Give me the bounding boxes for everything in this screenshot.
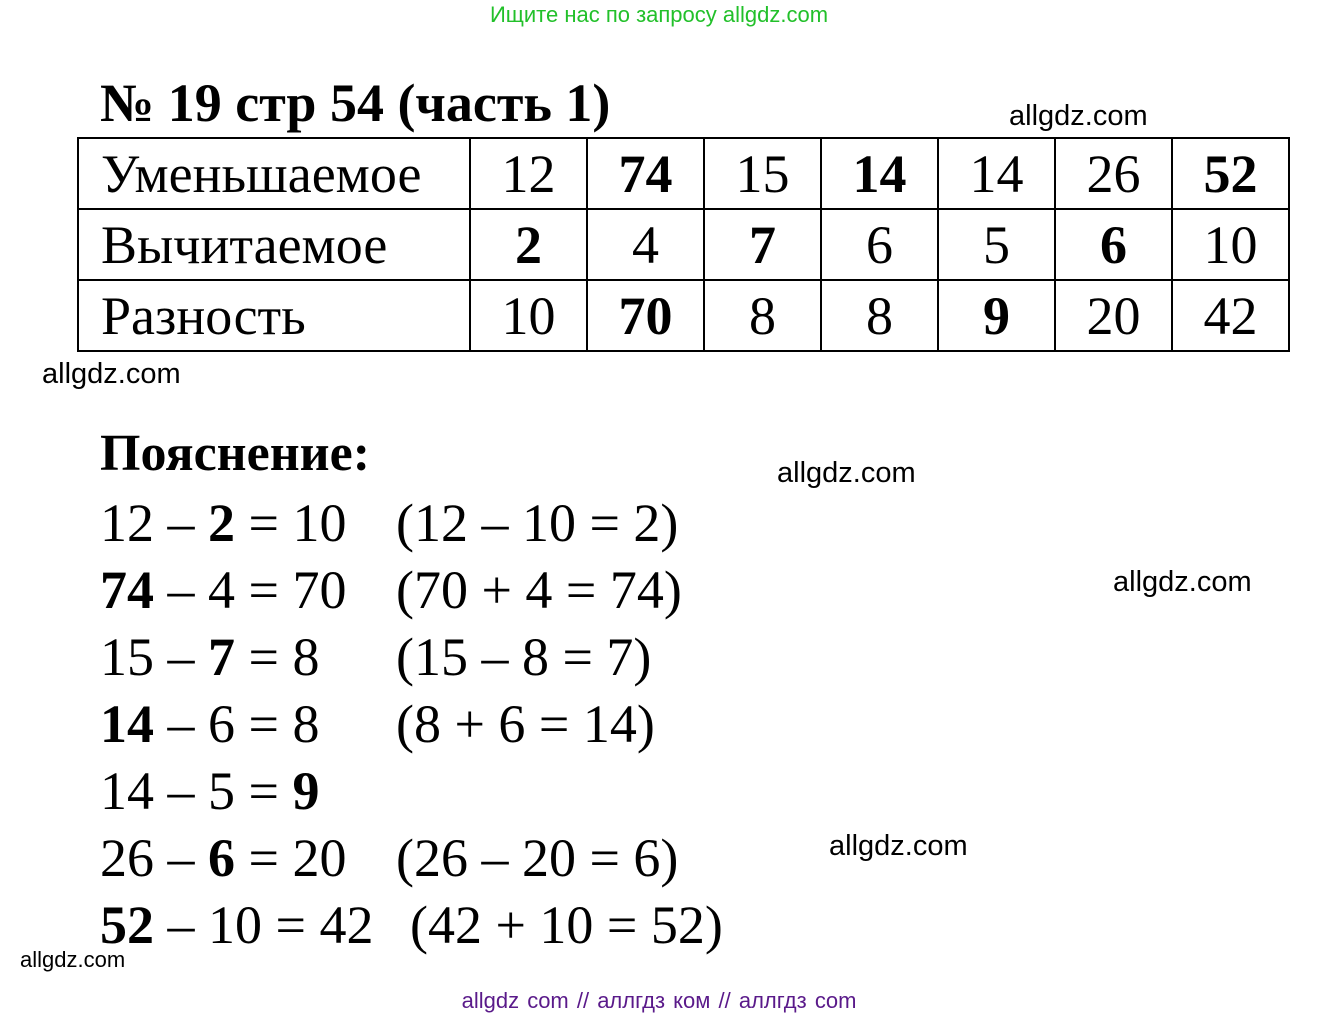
table-cell: 52 — [1172, 138, 1289, 209]
equation — [100, 557, 396, 624]
equation-part: 26 – — [100, 828, 208, 888]
top-banner: Ищите нас по запросу allgdz.com — [489, 2, 829, 27]
equation-check: (15 – 8 = 7) — [396, 627, 652, 687]
equation-check: (70 + 4 = 74) — [396, 560, 682, 620]
explanation-title: Пояснение: — [100, 425, 371, 482]
table-cell: 15 — [704, 138, 821, 209]
equation — [100, 892, 410, 959]
equation-part: 7 — [208, 627, 235, 687]
row-label: Разность — [78, 280, 470, 351]
equation-part: 14 — [100, 694, 154, 754]
equation-row — [100, 691, 723, 758]
equation-row — [100, 892, 723, 959]
table-cell: 2 — [470, 209, 587, 280]
equation-row — [100, 624, 723, 691]
subtraction-table — [77, 137, 1290, 352]
watermark: allgdz.com — [829, 830, 968, 862]
table-cell: 20 — [1055, 280, 1172, 351]
table-cell: 8 — [704, 280, 821, 351]
row-label: Уменьшаемое — [78, 138, 470, 209]
table-cell: 14 — [938, 138, 1055, 209]
equation-part: 9 — [292, 761, 320, 821]
table-cell: 9 — [938, 280, 1055, 351]
equation-part: 12 – — [100, 493, 208, 553]
equation-row — [100, 758, 723, 825]
equation — [100, 825, 396, 892]
watermark: allgdz.com — [1113, 566, 1252, 598]
equation-part: – 6 = 8 — [154, 694, 320, 754]
table-row — [78, 138, 1289, 209]
watermark: allgdz.com — [777, 457, 916, 489]
equation-check: (12 – 10 = 2) — [396, 493, 679, 553]
equation-check: (42 + 10 = 52) — [410, 895, 723, 955]
table-cell: 8 — [821, 280, 938, 351]
table-cell: 14 — [821, 138, 938, 209]
table-row — [78, 280, 1289, 351]
bottom-banner: allgdz com // аллгдз ком // аллгдз com — [461, 988, 857, 1013]
equation-part: – 10 = 42 — [154, 895, 374, 955]
table-cell: 26 — [1055, 138, 1172, 209]
equation-check: (26 – 20 = 6) — [396, 828, 679, 888]
table-cell: 10 — [1172, 209, 1289, 280]
equation-check: (8 + 6 = 14) — [396, 694, 655, 754]
equation-part: 14 – 5 = — [100, 761, 293, 821]
equation-part: – 4 = 70 — [154, 560, 347, 620]
equation — [100, 624, 396, 691]
equation-row — [100, 825, 723, 892]
equation-part: 2 — [208, 493, 235, 553]
table-cell: 5 — [938, 209, 1055, 280]
table-cell: 74 — [587, 138, 704, 209]
watermark: allgdz.com — [20, 947, 126, 972]
equation-part: = 20 — [235, 828, 347, 888]
equation-row — [100, 490, 723, 557]
watermark: allgdz.com — [1009, 100, 1148, 132]
table-row — [78, 209, 1289, 280]
equation-part: 6 — [208, 828, 235, 888]
page-title: № 19 стр 54 (часть 1) — [100, 73, 611, 133]
table-cell: 7 — [704, 209, 821, 280]
table-cell: 6 — [1055, 209, 1172, 280]
row-label: Вычитаемое — [78, 209, 470, 280]
watermark: allgdz.com — [42, 358, 181, 390]
equation-part: 74 — [100, 560, 154, 620]
table-cell: 4 — [587, 209, 704, 280]
equation-part: = 10 — [235, 493, 347, 553]
table-cell: 12 — [470, 138, 587, 209]
equation — [100, 691, 396, 758]
table-cell: 42 — [1172, 280, 1289, 351]
table-cell: 6 — [821, 209, 938, 280]
table-cell: 10 — [470, 280, 587, 351]
equation-part: 52 — [100, 895, 154, 955]
equation — [100, 490, 396, 557]
equation-row — [100, 557, 723, 624]
equation-part: 15 – — [100, 627, 208, 687]
equation-part: = 8 — [235, 627, 320, 687]
equation — [100, 758, 396, 825]
table-cell: 70 — [587, 280, 704, 351]
equation-list — [100, 490, 723, 959]
